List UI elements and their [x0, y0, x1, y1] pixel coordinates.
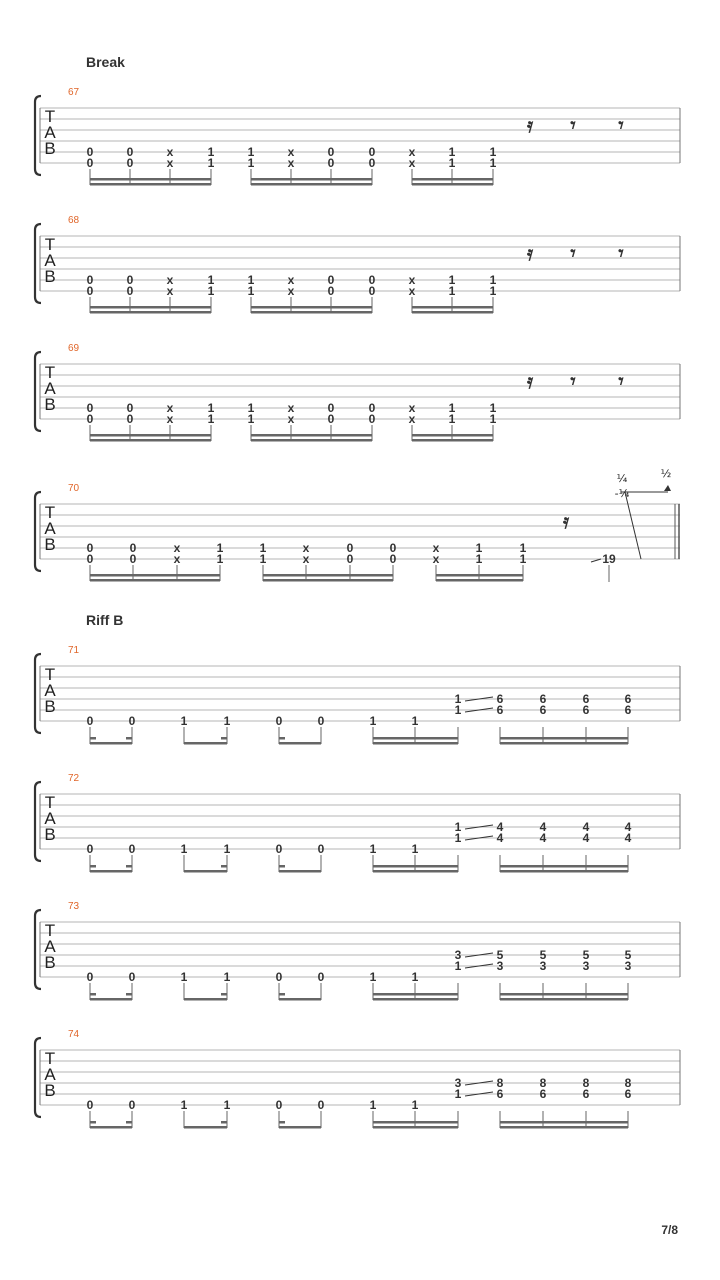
beam [500, 742, 628, 745]
fret-number: 4 [582, 831, 590, 845]
sixteenth-rest: 𝄿 [526, 113, 534, 137]
fret-number: x [166, 145, 174, 159]
fret-number: 0 [346, 552, 354, 566]
beam [251, 183, 372, 186]
fret-number: 0 [126, 156, 134, 170]
beam [373, 742, 458, 745]
eighth-rest: 𝄾 [618, 241, 624, 265]
fret-number: 0 [126, 145, 134, 159]
partial-beam [221, 737, 227, 740]
beam [90, 579, 220, 582]
partial-beam [126, 1121, 132, 1124]
fret-number: 1 [207, 156, 215, 170]
tab-clef-letter: B [44, 697, 56, 716]
fret-number: 0 [275, 842, 283, 856]
tab-clef-letter: B [44, 267, 56, 286]
fret-number: 1 [207, 284, 215, 298]
fret-number: 8 [624, 1076, 632, 1090]
fret-number: 6 [539, 692, 547, 706]
eighth-rest: 𝄾 [570, 113, 576, 137]
beam [251, 434, 372, 437]
fret-number: x [408, 412, 416, 426]
partial-beam [279, 993, 285, 996]
fret-number: x [432, 541, 440, 555]
fret-number: 4 [624, 820, 632, 834]
fret-number: x [287, 412, 295, 426]
fret-number: x [287, 284, 295, 298]
fret-number: x [432, 552, 440, 566]
fret-number: 1 [259, 541, 267, 555]
tab-clef-letter: A [44, 809, 56, 828]
fret-number: 1 [207, 145, 215, 159]
fret-number: 1 [180, 842, 188, 856]
eighth-rest: 𝄾 [618, 113, 624, 137]
fret-number: x [287, 273, 295, 287]
fret-number: 6 [496, 703, 504, 717]
tab-clef-letter: B [44, 395, 56, 414]
fret-number: 6 [496, 1087, 504, 1101]
fret-number: 0 [327, 412, 335, 426]
tab-clef-letter: A [44, 251, 56, 270]
fret-number: 0 [317, 970, 325, 984]
measure-number: 69 [68, 343, 80, 354]
fret-number: x [166, 284, 174, 298]
sixteenth-rest: 𝄿 [526, 241, 534, 265]
fret-number: 1 [448, 284, 456, 298]
fret-number: x [408, 145, 416, 159]
fret-number: 5 [624, 948, 632, 962]
fret-number: 0 [126, 401, 134, 415]
fret-number: 1 [448, 401, 456, 415]
page-number: 7/8 [661, 1223, 678, 1237]
bend-label: -¼ [614, 487, 630, 500]
beam [500, 737, 628, 740]
tab-clef-letter: T [44, 107, 56, 126]
fret-number: 5 [496, 948, 504, 962]
partial-beam [90, 737, 96, 740]
tab-clef-letter: T [44, 235, 56, 254]
fret-number: 4 [496, 831, 504, 845]
fret-number: 8 [496, 1076, 504, 1090]
fret-number: 0 [275, 714, 283, 728]
bend-arrow-icon [664, 485, 671, 491]
beam [373, 1121, 458, 1124]
fret-number: 0 [128, 714, 136, 728]
tab-clef-letter: T [44, 503, 56, 522]
fret-number: 1 [247, 401, 255, 415]
fret-number: x [173, 541, 181, 555]
fret-number: 1 [411, 714, 419, 728]
fret-number: 0 [317, 842, 325, 856]
beam [90, 998, 132, 1001]
fret-number: 0 [327, 273, 335, 287]
fret-number: 0 [86, 273, 94, 287]
beam [373, 865, 458, 868]
fret-number: x [302, 541, 310, 555]
fret-number: 1 [454, 703, 462, 717]
fret-number: 1 [369, 970, 377, 984]
beam [500, 1126, 628, 1129]
fret-number: 1 [247, 284, 255, 298]
beam [373, 1126, 458, 1129]
fret-number: 1 [369, 1098, 377, 1112]
beam [500, 993, 628, 996]
beam [90, 574, 220, 577]
partial-beam [90, 1121, 96, 1124]
fret-number: 0 [389, 552, 397, 566]
fret-number: x [408, 401, 416, 415]
fret-number: 1 [489, 284, 497, 298]
fret-number: x [173, 552, 181, 566]
fret-number: 1 [180, 714, 188, 728]
fret-number: 0 [346, 541, 354, 555]
fret-number: 1 [454, 1087, 462, 1101]
fret-number: 0 [86, 714, 94, 728]
tab-clef-letter: A [44, 123, 56, 142]
fret-number: 0 [368, 156, 376, 170]
fret-number: 1 [519, 552, 527, 566]
partial-beam [90, 993, 96, 996]
fret-number: 0 [368, 412, 376, 426]
tab-clef-letter: A [44, 379, 56, 398]
bend-fret-number: 19 [602, 552, 616, 566]
fret-number: 1 [448, 273, 456, 287]
beam [90, 178, 211, 181]
fret-number: 3 [454, 948, 462, 962]
measure-number: 71 [68, 645, 80, 656]
fret-number: 1 [223, 842, 231, 856]
fret-number: 1 [448, 412, 456, 426]
fret-number: x [287, 401, 295, 415]
fret-number: 0 [86, 1098, 94, 1112]
beam [90, 183, 211, 186]
fret-number: 0 [317, 714, 325, 728]
fret-number: 0 [126, 273, 134, 287]
bend-label: ¼ [616, 472, 628, 485]
beam [373, 998, 458, 1001]
beam [500, 865, 628, 868]
fret-number: 1 [448, 145, 456, 159]
fret-number: 1 [489, 401, 497, 415]
beam [90, 1126, 132, 1129]
fret-number: 0 [86, 842, 94, 856]
fret-number: 1 [454, 692, 462, 706]
fret-number: 1 [247, 412, 255, 426]
beam [184, 742, 227, 745]
beam [90, 742, 132, 745]
tab-clef-letter: B [44, 825, 56, 844]
beam [373, 870, 458, 873]
tab-clef-letter: B [44, 535, 56, 554]
fret-number: 6 [539, 703, 547, 717]
fret-number: 6 [624, 692, 632, 706]
tab-clef-letter: T [44, 363, 56, 382]
partial-beam [279, 737, 285, 740]
fret-number: 1 [411, 842, 419, 856]
fret-number: 1 [216, 541, 224, 555]
beam [279, 1126, 321, 1129]
tab-clef-letter: T [44, 1049, 56, 1068]
fret-number: 0 [128, 842, 136, 856]
fret-number: 1 [247, 145, 255, 159]
fret-number: x [287, 156, 295, 170]
fret-number: 6 [539, 1087, 547, 1101]
fret-number: 0 [86, 401, 94, 415]
fret-number: 1 [207, 401, 215, 415]
fret-number: 0 [389, 541, 397, 555]
measure-number: 72 [68, 773, 80, 784]
tab-clef-letter: A [44, 937, 56, 956]
fret-number: x [408, 156, 416, 170]
fret-number: 4 [582, 820, 590, 834]
fret-number: 1 [247, 273, 255, 287]
fret-number: 1 [180, 970, 188, 984]
tab-clef-letter: A [44, 1065, 56, 1084]
fret-number: 0 [327, 284, 335, 298]
beam [184, 870, 227, 873]
fret-number: 0 [368, 145, 376, 159]
fret-number: 1 [454, 831, 462, 845]
fret-number: 1 [448, 156, 456, 170]
fret-number: 0 [368, 401, 376, 415]
fret-number: x [302, 552, 310, 566]
sixteenth-rest: 𝄿 [562, 509, 570, 533]
partial-beam [126, 737, 132, 740]
fret-number: 0 [129, 541, 137, 555]
fret-number: 1 [207, 412, 215, 426]
fret-number: 0 [86, 412, 94, 426]
beam [251, 306, 372, 309]
eighth-rest: 𝄾 [618, 369, 624, 393]
fret-number: 1 [411, 1098, 419, 1112]
fret-number: 3 [496, 959, 504, 973]
partial-beam [221, 865, 227, 868]
fret-number: 6 [624, 1087, 632, 1101]
fret-number: 1 [475, 541, 483, 555]
fret-number: 0 [86, 541, 94, 555]
beam [184, 1126, 227, 1129]
beam [373, 993, 458, 996]
fret-number: 6 [582, 703, 590, 717]
partial-beam [279, 865, 285, 868]
fret-number: 4 [539, 820, 547, 834]
beam [500, 1121, 628, 1124]
partial-beam [279, 1121, 285, 1124]
bend-label: ½ [660, 467, 672, 480]
fret-number: 1 [489, 145, 497, 159]
fret-number: 1 [223, 1098, 231, 1112]
eighth-rest: 𝄾 [570, 241, 576, 265]
beam [90, 870, 132, 873]
tab-clef-letter: B [44, 1081, 56, 1100]
beam [251, 311, 372, 314]
fret-number: 0 [275, 1098, 283, 1112]
partial-beam [221, 1121, 227, 1124]
fret-number: 1 [369, 842, 377, 856]
measure-number: 67 [68, 87, 80, 98]
fret-number: 3 [624, 959, 632, 973]
fret-number: 1 [454, 959, 462, 973]
fret-number: 1 [411, 970, 419, 984]
fret-number: 0 [368, 273, 376, 287]
fret-number: 8 [582, 1076, 590, 1090]
fret-number: 1 [259, 552, 267, 566]
tab-clef-letter: B [44, 953, 56, 972]
fret-number: x [166, 273, 174, 287]
fret-number: 0 [128, 1098, 136, 1112]
beam [90, 434, 211, 437]
fret-number: 1 [207, 273, 215, 287]
fret-number: x [166, 401, 174, 415]
fret-number: 0 [368, 284, 376, 298]
partial-beam [90, 865, 96, 868]
fret-number: 0 [327, 145, 335, 159]
fret-number: 6 [582, 1087, 590, 1101]
eighth-rest: 𝄾 [570, 369, 576, 393]
partial-beam [221, 993, 227, 996]
fret-number: 1 [180, 1098, 188, 1112]
fret-number: 5 [539, 948, 547, 962]
fret-number: 0 [86, 552, 94, 566]
fret-number: 1 [489, 156, 497, 170]
fret-number: 0 [327, 156, 335, 170]
beam [251, 178, 372, 181]
fret-number: 0 [317, 1098, 325, 1112]
fret-number: 1 [216, 552, 224, 566]
beam [90, 311, 211, 314]
fret-number: 4 [496, 820, 504, 834]
measure-number: 70 [68, 483, 80, 494]
measure-number: 68 [68, 215, 80, 226]
fret-number: x [408, 273, 416, 287]
fret-number: 1 [223, 970, 231, 984]
tab-clef-letter: T [44, 921, 56, 940]
fret-number: 1 [519, 541, 527, 555]
sixteenth-rest: 𝄿 [526, 369, 534, 393]
fret-number: 4 [624, 831, 632, 845]
beam [263, 574, 393, 577]
fret-number: 0 [275, 970, 283, 984]
fret-number: 6 [582, 692, 590, 706]
section-title-riff-b: Riff B [86, 612, 124, 628]
fret-number: 0 [86, 156, 94, 170]
fret-number: 1 [247, 156, 255, 170]
fret-number: 0 [129, 552, 137, 566]
measure-number: 73 [68, 901, 80, 912]
fret-number: 4 [539, 831, 547, 845]
fret-number: 3 [454, 1076, 462, 1090]
beam [263, 579, 393, 582]
fret-number: x [408, 284, 416, 298]
fret-number: 0 [126, 412, 134, 426]
fret-number: 0 [128, 970, 136, 984]
fret-number: 1 [369, 714, 377, 728]
fret-number: 3 [582, 959, 590, 973]
fret-number: 3 [539, 959, 547, 973]
fret-number: 1 [489, 273, 497, 287]
fret-number: 0 [86, 284, 94, 298]
fret-number: 1 [475, 552, 483, 566]
beam [279, 998, 321, 1001]
beam [90, 306, 211, 309]
partial-beam [126, 993, 132, 996]
tab-clef-letter: B [44, 139, 56, 158]
beam [500, 998, 628, 1001]
tab-clef-letter: T [44, 665, 56, 684]
fret-number: 0 [86, 970, 94, 984]
fret-number: 0 [327, 401, 335, 415]
measure-number: 74 [68, 1029, 80, 1040]
partial-beam [126, 865, 132, 868]
tab-clef-letter: T [44, 793, 56, 812]
beam [373, 737, 458, 740]
beam [184, 998, 227, 1001]
fret-number: 8 [539, 1076, 547, 1090]
fret-number: 5 [582, 948, 590, 962]
tab-clef-letter: A [44, 519, 56, 538]
fret-number: x [166, 412, 174, 426]
beam [279, 742, 321, 745]
fret-number: 1 [454, 820, 462, 834]
fret-number: 1 [489, 412, 497, 426]
fret-number: 6 [624, 703, 632, 717]
fret-number: 1 [223, 714, 231, 728]
beam [500, 870, 628, 873]
fret-number: 0 [126, 284, 134, 298]
beam [90, 439, 211, 442]
section-title-break: Break [86, 54, 125, 70]
tab-clef-letter: A [44, 681, 56, 700]
beam [251, 439, 372, 442]
fret-number: 6 [496, 692, 504, 706]
fret-number: 0 [86, 145, 94, 159]
fret-number: x [287, 145, 295, 159]
fret-number: x [166, 156, 174, 170]
beam [279, 870, 321, 873]
